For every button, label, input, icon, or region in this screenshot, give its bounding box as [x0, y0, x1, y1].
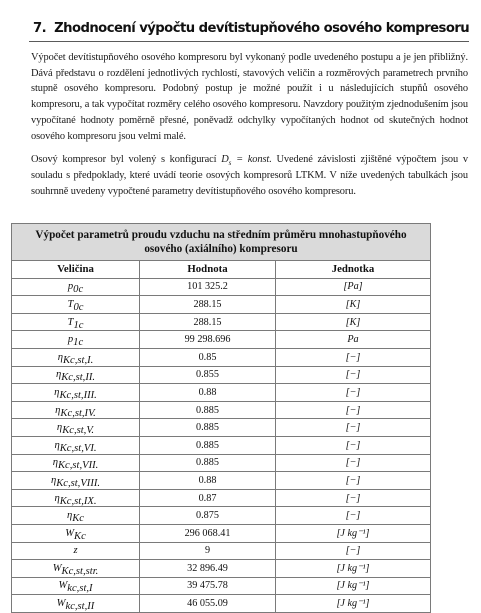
paragraph-2-after: Uvedené závislosti zjištěné výpočtem jsou v souladu s předpoklady, které uvádí teorie osových kompresorů LTKM. V níže uvedených tabulkách jsou souhrnně uvedeny vypočtené parametry devítistupňového osového kompresoru.: [31, 154, 468, 197]
paragraph-2: [29, 152, 469, 199]
cell-value: 296 068.41: [140, 524, 276, 542]
cell-value: 46 055.09: [140, 595, 276, 613]
quantity-subscript: Kc: [74, 530, 86, 542]
cell-unit: [−]: [276, 436, 431, 454]
quantity-symbol: η: [54, 439, 60, 451]
quantity-symbol: η: [55, 404, 61, 416]
cell-quantity: [12, 507, 140, 525]
quantity-subscript: Kc,st,IV.: [60, 407, 96, 419]
table-row: [12, 472, 431, 490]
cell-value: 288.15: [140, 313, 276, 331]
table-row: [12, 489, 431, 507]
formula-var: D: [221, 154, 229, 166]
cell-value: 0.875: [140, 507, 276, 525]
cell-quantity: [12, 472, 140, 490]
section-heading: [33, 21, 469, 37]
quantity-subscript: Kc,st,VI.: [59, 442, 97, 454]
paragraph-2-before: Osový kompresor byl volený s konfigurací: [31, 154, 222, 166]
cell-value: 0.88: [140, 472, 276, 490]
table-row: [12, 313, 431, 331]
cell-unit: [K]: [276, 296, 431, 314]
table-row: [12, 419, 431, 437]
quantity-subscript: 0c: [73, 302, 84, 314]
cell-unit: [−]: [276, 401, 431, 419]
table-caption: Výpočet parametrů proudu vzduchu na středním průměru mnohastupňového osového (axiálního) kompresoru: [12, 224, 431, 261]
quantity-subscript: 0c: [73, 284, 84, 296]
quantity-subscript: kc,st,II: [65, 601, 95, 613]
quantity-symbol: η: [55, 369, 62, 381]
table-row: [12, 278, 431, 296]
cell-unit: [J kg⁻¹]: [276, 595, 431, 613]
cell-quantity: [12, 436, 140, 454]
cell-value: 0.87: [140, 489, 276, 507]
section-title: Zhodnocení výpočtu devítistupňového osového kompresoru: [54, 21, 470, 36]
cell-value: 32 896.49: [140, 560, 276, 578]
quantity-subscript: Kc,st,IX.: [59, 495, 97, 507]
cell-quantity: [12, 296, 140, 314]
table-header-row: [12, 261, 431, 279]
quantity-symbol: η: [52, 457, 58, 469]
cell-quantity: [12, 419, 140, 437]
table-row: [12, 296, 431, 314]
cell-quantity: [12, 384, 140, 402]
quantity-symbol: T: [67, 298, 74, 310]
quantity-subscript: Kc,st,V.: [62, 425, 95, 437]
cell-quantity: [12, 542, 140, 560]
cell-value: 0.885: [140, 436, 276, 454]
quantity-symbol: W: [52, 562, 62, 574]
cell-value: 9: [140, 542, 276, 560]
cell-unit: [−]: [276, 542, 431, 560]
cell-quantity: [12, 401, 140, 419]
quantity-symbol: η: [66, 510, 73, 522]
table-row: [12, 542, 431, 560]
table-row: [12, 507, 431, 525]
cell-unit: [−]: [276, 384, 431, 402]
quantity-subscript: Kc,st,VIII.: [56, 477, 101, 489]
quantity-subscript: Kc,st,str.: [61, 565, 99, 577]
cell-value: 101 325.2: [140, 278, 276, 296]
quantity-symbol: p: [67, 334, 74, 346]
cell-quantity: [12, 560, 140, 578]
cell-quantity: [12, 278, 140, 296]
table-row: [12, 436, 431, 454]
quantity-symbol: p: [67, 281, 74, 293]
cell-unit: [Pa]: [276, 278, 431, 296]
table-body: [12, 278, 431, 612]
formula-rest: = konst.: [231, 154, 272, 166]
quantity-symbol: T: [67, 316, 74, 328]
cell-unit: [K]: [276, 313, 431, 331]
quantity-symbol: W: [65, 527, 75, 539]
column-header-value: Hodnota: [140, 261, 276, 279]
cell-unit: [−]: [276, 507, 431, 525]
paragraph-1: Výpočet devítistupňového osového kompresoru byl vykonaný podle uvedeného postupu a je jen přibližný. Dává představu o rozdělení jednotlivých rychlostí, stavových veličin a rozměrových parametrech prvního stupně osového kompresoru. Podobný postup je možné použít i u následujících stupňů osového kompresoru, a tak vypočítat rozměry celého osového kompresoru. Navzdory použitým zjednodušením jsou vypočítané hodnoty poměrně přesné, poněvadž odchylky vypočítaných hodnot od skutečných hodnot osového kompresoru jsou velmi malé.: [31, 52, 468, 142]
cell-quantity: [12, 489, 140, 507]
cell-value: 99 298.696: [140, 331, 276, 349]
table-row: [12, 560, 431, 578]
cell-quantity: [12, 331, 140, 349]
cell-unit: [J kg⁻¹]: [276, 524, 431, 542]
cell-value: 0.855: [140, 366, 276, 384]
cell-unit: [−]: [276, 472, 431, 490]
cell-value: 0.88: [140, 384, 276, 402]
quantity-subscript: Kc,st,II.: [61, 372, 96, 384]
quantity-symbol: η: [56, 422, 63, 434]
heading-underline: [29, 41, 469, 42]
cell-quantity: [12, 524, 140, 542]
cell-quantity: [12, 366, 140, 384]
quantity-symbol: η: [50, 474, 57, 486]
quantity-subscript: Kc,st,I.: [62, 354, 94, 366]
cell-unit: Pa: [276, 331, 431, 349]
cell-unit: [J kg⁻¹]: [276, 560, 431, 578]
table-row: [12, 384, 431, 402]
quantity-symbol: η: [54, 386, 60, 398]
table-row: [12, 454, 431, 472]
cell-quantity: [12, 454, 140, 472]
column-header-unit: Jednotka: [276, 261, 431, 279]
cell-value: 288.15: [140, 296, 276, 314]
quantity-subscript: Kc: [72, 513, 85, 525]
table-row: [12, 331, 431, 349]
quantity-subscript: Kc,st,VII.: [57, 460, 99, 472]
formula: [221, 154, 272, 168]
quantity-subscript: Kc,st,III.: [59, 389, 97, 401]
cell-quantity: [12, 313, 140, 331]
quantity-symbol: W: [56, 598, 66, 610]
cell-value: 39 475.78: [140, 577, 276, 595]
cell-unit: [−]: [276, 419, 431, 437]
cell-unit: [−]: [276, 366, 431, 384]
cell-unit: [−]: [276, 348, 431, 366]
table-row: [12, 524, 431, 542]
cell-value: 0.885: [140, 454, 276, 472]
table-row: [12, 401, 431, 419]
section-number: 7.: [33, 21, 47, 36]
quantity-symbol: η: [57, 351, 63, 363]
quantity-subscript: 1c: [73, 337, 84, 349]
cell-value: 0.885: [140, 419, 276, 437]
quantity-subscript: kc,st,I: [67, 583, 93, 595]
table-caption-row: [12, 224, 431, 261]
document-page: [29, 0, 469, 199]
quantity-symbol: η: [54, 492, 60, 504]
quantity-symbol: z: [73, 545, 78, 557]
column-header-quantity: Veličina: [12, 261, 140, 279]
cell-value: 0.85: [140, 348, 276, 366]
parameters-table: [11, 223, 431, 613]
table-row: [12, 577, 431, 595]
cell-unit: [−]: [276, 489, 431, 507]
table-row: [12, 366, 431, 384]
cell-unit: [−]: [276, 454, 431, 472]
table-row: [12, 348, 431, 366]
quantity-subscript: 1c: [73, 319, 84, 331]
cell-unit: [J kg⁻¹]: [276, 577, 431, 595]
quantity-symbol: W: [58, 580, 68, 592]
cell-quantity: [12, 577, 140, 595]
cell-quantity: [12, 348, 140, 366]
formula-sub: s: [228, 159, 232, 168]
cell-value: 0.885: [140, 401, 276, 419]
